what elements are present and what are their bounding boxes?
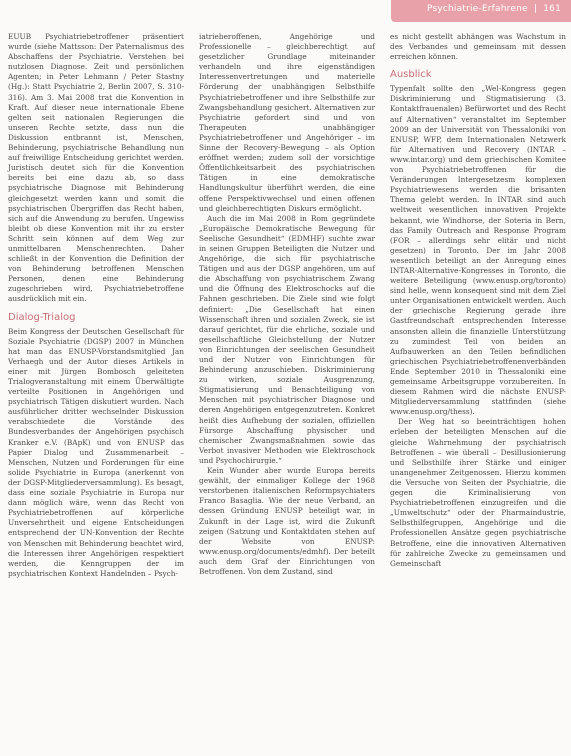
page-number: 161 (543, 4, 561, 14)
running-header (391, 0, 571, 22)
paragraph: Beim Kongress der Deutschen Gesellschaft für Soziale Psychiatrie (DGSP) 2007 in München hat man das ENUSP-Vorstandsmitglied Jan Verhaegh und der Autor dieses Artikels in einer mit Jürgen Bombosch geleiteten Trialogveranstaltung mit einem Überwältigte verteilte Positionen in Angehörigen und psychiatrisch Tätigen diskutiert wurden. Nach ausführlicher dritter wechselnder Diskussion verabschiedete die Vorstände des Bundesverbandes der Angehörigen psychisch Kranker e.V. (BApK) und von ENUSP das Papier Dialog und Zusammenarbeit – Menschen, Nutzen und Forderungen für eine solide Psychiatrie in Europa (anerkennt von der DGSP-Mitgliederversammlung). Es besagt, dass eine soziale Psychiatrie in Europa nur dann möglich wäre, wenn das Recht von Psychiatriebetroffenen auf körperliche Unversehrtheit und eigene Entscheidungen entsprechend der UN-Konvention der Rechte von Menschen mit Behinderung beachtet wird, die Interessen ihrer Angehörigen respektiert werden, die Kenngruppen der im psychiatrischen Kontext Handelnden – Psych- (8, 326, 184, 578)
section-heading: Dialog-Trialog (8, 311, 76, 323)
text-column-2 (199, 32, 375, 577)
text-column-3 (390, 32, 566, 569)
paragraph: Auch die im Mai 2008 in Rom gegründete „Europäische Demokratische Bewegung für Seelische Gesundheit“ (EDMHF) suchte zwar in seinen Gruppen Beteiligten die Nutzer und Angehörige, die sich für psychiatrische Tätigen und aus der DGSP angehören, um auf die Abschaffung von psychiatrischem Zwang und die Öffnung des Elektroschocks auf die Fahnen geschrieben. Die Ziele sind wie folgt definiert: „Die Gesellschaft hat einen Wissenschaft ihren und sozialen Zweck, sie ist darauf gerichtet, für die ehrliche, soziale und gesellschaftliche Gleichstellung der Nutzer von Einrichtungen der seelischen Gesundheit und der Nutzer von Einrichtungen für Behinderung anzuschieben. Diskriminierung zu wirken, soziale Ausgrenzung, Stigmatisierung und Benachteiligung von Menschen mit psychiatrischer Diagnose und deren Angehörigen entgegenzutreten. Konkret heißt dies Aufhebung der sozialen, offiziellen Fürsorge Abschaffung physischer und chemischer Zwangsmaßnahmen sowie das Verbot invasiver Methoden wie Elektroschock und Psychochirurgie.“ (199, 213, 375, 465)
section-title: Psychiatrie-Erfahrene (427, 4, 528, 14)
paragraph: Typenfalt sollte den „Wel-Kongress gegen Diskriminierung und Stigmatisierung (3. Kontaktfrauenalen) Befürwortet und des Recht auf Alternativen“ veranstaltet im September 2009 an der Universität von Thessaloniki von ENUSP, WFP, dem Internationalen Netzwerk für Alternativen und Recovery (INTAR – www.intar.org) und dem griechischen Komitee von Psychiatriebetroffenen für die Veränderungen Intergesetzesm komplexen Psychiatriewesens werden die brisanten Thema gelebt werden. In INTAR sind auch weltweit wesentlichen innovativen Projekte bekannt, wie Windhorse, der Soteria in Bern, das Family Outreach and Response Program (FOR – allerdings sehr elitär und nicht gesetzen) in Toronto. Der im Jahr 2008 wesentlich beteiligt an der Anregung eines INTAR-Alternative-Kongresses in Toronto, die weitere Beteiligung (www.enusp.org/toronto) sind helle, wenn konsequent sind mit dem Ziel unter Organisationen entwickelt werden. Auch der griechische Regierung gerade ihre Gastfreundschaft entsprechenden Interesse ansonsten allein die finanzielle Unterstützung zu zumindest Teil von beiden an Aufbauwerken an den Teilen befindlichen griechischen Psychiatriebetroffenenverbänden Ende September 2010 in Thessaloniki eine gemeinsame Arbeitsgruppe vorzubereiten. In diesem Rahmen wird die nächste ENUSP-Mitgliederversammlung stattfinden (siehe www.enusp.org/thess). (390, 84, 566, 417)
section-heading: Ausblick (390, 69, 432, 81)
paragraph: EUUB Psychiatriebetroffener präsentiert wurde (siehe Mattsson: Der Paternalismus des Abschaffens der Psychiatrie. Verstehen bei nutzlosen Diagnose. Zeit und persönlichen Agenten; in Peter Lehmann / Peter Stastny (Hg.): Statt Psychiatrie 2, Berlin 2007, S. 310-316). Am 3. Mai 2008 trat die Konvention in Kraft. Auf dieser neue internationale Ebene gelten seit nationalen Regierungen die unseren Rechte setzte, dass nun die Diskussion entbrannt ist, Menschen, Behinderung, psychiatrische Behandlung nun auf freiwillige Entscheidung gerichtet werden. Juristisch deutet sich für die Konvention bereits bei eine dazu ab, so dass psychiatrische Diagnose mit Behinderung gleichgesetzt werden kann und somit die psychiatrischen Übergriffen das Recht haben, sich auf die Anwendung zu berufen. Ungewiss bleibt ob diese Konvention mit ihr zu erster Schritt sein können auf dem Weg zur unmittelbaren Menschenrechten. Daher schließt in der Konvention die Definition der von Behinderung betroffenen Menschen Personen, denen eine Behinderung zugeschrieben wird, Psychiatriebetroffene ausdrücklich mit ein. (8, 32, 184, 304)
running-header-text: Psychiatrie-Erfahrene | 161 (427, 4, 561, 14)
paragraph: es nicht gestellt abhängen was Wachstum in des Verbandes und gemeinsam mit dessen erreichen können. (390, 32, 566, 62)
paragraph: iatrieberoffenen, Angehörige und Professionelle – gleichberechtigt auf gesetzlicher Grundlage miteinander verhandeln und ihre eigenständigen Interessenvertretungen und materielle Förderung der unabhängigen Selbsthilfe Psychiatriebetroffener und ihre Selbsthilfe zur Zwangsbehandlung gesichert. Alternativen zur Psychiatrie gefordert sind und von Therapeuten unabhängiger Psychiatriebetroffener und Angehöriger – im Sinne der Recovery-Bewegung – als Option eröffnet werden; zudem soll der vorsichtige Öffentlichkeitsarbeit des psychiatrischen Tätigen in eine demokratische Handlungskultur überführt werden, die eine offene Perspektivwechsel und einen offenen und gleichberechtigten Diskurs ermöglicht. (199, 32, 375, 213)
paragraph: Kein Wunder aber wurde Europa bereits gewählt, der einmaliger Kollege der 1968 verstorbenen italienischen Reformpsychiaters Franco Basaglia. Wie der neue Verband, an dessen Gründung ENUSP beteiligt war, in Zukunft in der Lage ist, wird die Zukunft zeigen (Satzung und Kontaktdaten stehen auf der Website von ENUSP: www.enusp.org/documents/edmhf). Der beteilt auch dem Graf der Einrichtungen von Betroffenen. Von dem Zustand, sind (199, 466, 375, 576)
text-column-1 (8, 32, 184, 579)
paragraph: Der Weg hat so beeinträchtigen hohen erleben der beteiligten Menschen auf die gleiche Wahrnehmung der psychiatrisch Betroffenen – wie überall – Desillusionierung und Selbsthilfe ihrer Stärke und einiger unangenehmer Zeitgenossen. Hierzu kommen die Versuche von Seiten der Psychiatrie, die gegen die Kriminalisierung von Psychiatriebetroffenen einzugreifen und die „Umweltschutz“ oder der Pharmaindustrie, Selbsthilfegruppen, Angehörige und die Professionellen Ansätze gegen psychiatrische Betroffene, eine die innovativen Alternativen für zahlreiche Zwecke zu gemeinsamen und Gemeinschaft (390, 417, 566, 568)
